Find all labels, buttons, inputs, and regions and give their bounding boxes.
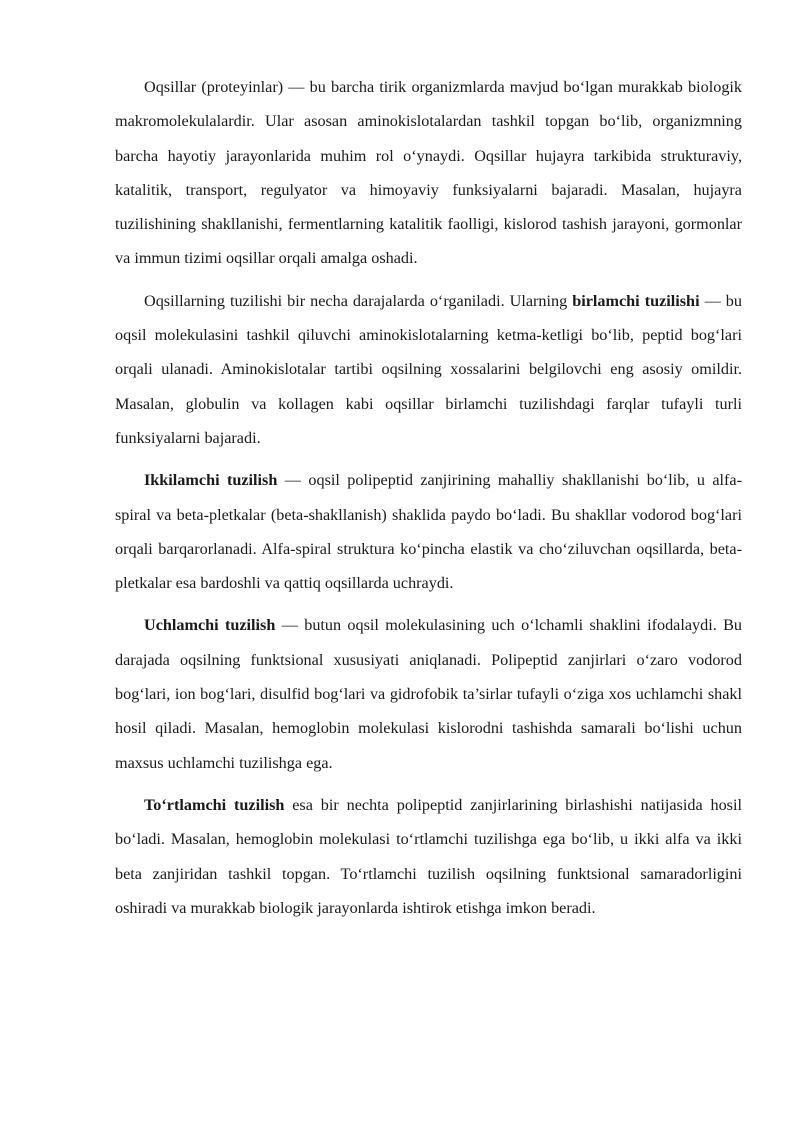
paragraph-intro (115, 70, 742, 276)
paragraph-text-after: — butun oqsil molekulasining uch o‘lchamli shaklini ifodalaydi. Bu darajada oqsilning funktsional xususiyati aniqlanadi. Polipeptid zanjirlari o‘zaro vodorod bog‘lari, ion bog‘lari, disulfid bog‘lari va gidrofobik ta’sirlar tufayli o‘ziga xos uchlamchi shakl hosil qiladi. Masalan, hemoglobin molekulasi kislorodni tashishda samarali bo‘lishi uchun maxsus uchlamchi tuzilishga ega. (115, 616, 742, 772)
paragraph-primary-structure (115, 284, 742, 455)
term-secondary-structure: Ikkilamchi tuzilish (144, 471, 278, 490)
paragraph-text-before: Oqsillarning tuzilishi bir necha darajalarda o‘rganiladi. Ularning (144, 291, 573, 310)
term-tertiary-structure: Uchlamchi tuzilish (144, 616, 276, 635)
paragraph-text-after: esa bir nechta polipeptid zanjirlarining birlashishi natijasida hosil bo‘ladi. Masalan, hemoglobin molekulasi to‘rtlamchi tuzilishga ega bo‘lib, u ikki alfa va ikki beta zanjiridan tashkil topgan. To‘rtlamchi tuzilish oqsilning funktsional samaradorligini oshiradi va murakkab biologik jarayonlarda ishtirok etishga imkon beradi. (115, 795, 742, 917)
paragraph-text-after: — oqsil polipeptid zanjirining mahalliy shakllanishi bo‘lib, u alfa-spiral va beta-pletkalar (beta-shakllanish) shaklida paydo bo‘ladi. Bu shakllar vodorod bog‘lari orqali barqarorlanadi. Alfa-spiral struktura ko‘pincha elastik va cho‘ziluvchan oqsillarda, beta-pletkalar esa bardoshli va qattiq oqsillarda uchraydi. (115, 471, 742, 593)
term-primary-structure: birlamchi tuzilishi (572, 291, 700, 310)
paragraph-text: Oqsillar (proteyinlar) — bu barcha tirik organizmlarda mavjud bo‘lgan murakkab biologik makromolekulalardir. Ular asosan aminokislotalardan tashkil topgan bo‘lib, organizmning barcha hayotiy jarayonlarida muhim rol o‘ynaydi. Oqsillar hujayra tarkibida strukturaviy, katalitik, transport, regulyator va himoyaviy funksiyalarni bajaradi. Masalan, hujayra tuzilishining shakllanishi, fermentlarning katalitik faolligi, kislorod tashish jarayoni, gormonlar va immun tizimi oqsillar orqali amalga oshadi. (115, 78, 742, 268)
paragraph-text-after: — bu oqsil molekulasini tashkil qiluvchi aminokislotalarning ketma-ketligi bo‘lib, peptid bog‘lari orqali ulanadi. Aminokislotalar tartibi oqsilning xossalarini belgilovchi eng asosiy omildir. Masalan, globulin va kollagen kabi oqsillar birlamchi tuzilishdagi farqlar tufayli turli funksiyalarni bajaradi. (115, 291, 742, 447)
term-quaternary-structure: To‘rtlamchi tuzilish (144, 795, 285, 814)
paragraph-quaternary-structure (115, 788, 742, 925)
paragraph-tertiary-structure (115, 608, 742, 779)
document-page (115, 70, 742, 933)
paragraph-secondary-structure (115, 463, 742, 600)
